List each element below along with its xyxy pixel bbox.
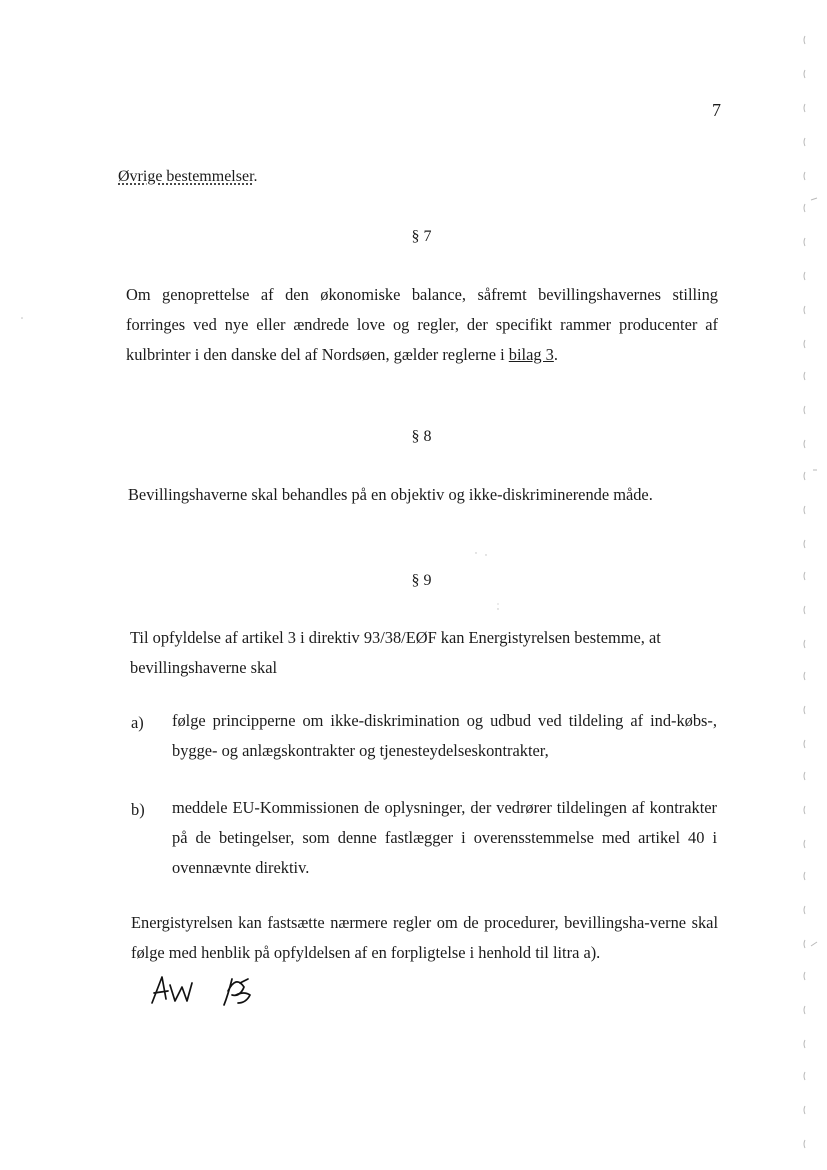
handwritten-initials bbox=[140, 965, 270, 1025]
list-item-b-text: meddele EU-Kommissionen de oplysninger, der vedrører tildelingen af kontrakter på de betingelser, som denne fastlægger i overensstemmelse med artikel 40 i ovennævnte direktiv. bbox=[172, 798, 717, 877]
paragraph-8-symbol: § 8 bbox=[411, 428, 432, 445]
page-number: 7 bbox=[712, 100, 721, 120]
list-item-a-label: a) bbox=[131, 713, 144, 732]
paragraph-9-symbol: § 9 bbox=[411, 572, 432, 589]
list-item-b-label: b) bbox=[131, 800, 145, 819]
list-item-a-text: følge principperne om ikke-diskrimination og udbud ved tildeling af ind-købs-, bygge- og anlægskontrakter og tjenesteydelseskontrakter, bbox=[172, 711, 717, 760]
paragraph-8-text: Bevillingshaverne skal behandles på en objektiv og ikke-diskriminerende måde. bbox=[128, 485, 653, 504]
paragraph-7-end: . bbox=[553, 345, 558, 364]
paragraph-9-intro: Til opfyldelse af artikel 3 i direktiv 93/38/EØF kan Energistyrelsen bestemme, at bevillingshaverne skal bbox=[130, 628, 661, 677]
paragraph-7-body: Om genoprettelse af den økonomiske balance, såfremt bevillingshavernes stilling forringes ved nye eller ændrede love og regler, der specifikt rammer producenter af kulbrinter i den danske del af Nordsøen, gælder reglerne i bbox=[126, 285, 718, 364]
paragraph-7-symbol: § 7 bbox=[411, 228, 432, 245]
paragraph-9-closing: Energistyrelsen kan fastsætte nærmere regler om de procedurer, bevillingsha-verne skal følge med henblik på opfyldelsen af en forpligtelse i henhold til litra a). bbox=[131, 913, 718, 962]
scan-edge-marks bbox=[795, 0, 827, 1170]
section-heading-text: Øvrige bestemmelser bbox=[118, 168, 254, 185]
section-heading bbox=[118, 168, 258, 186]
paragraph-7-text bbox=[126, 280, 718, 370]
bilag-3-reference: bilag 3 bbox=[508, 345, 554, 364]
section-heading-period: . bbox=[253, 168, 258, 185]
